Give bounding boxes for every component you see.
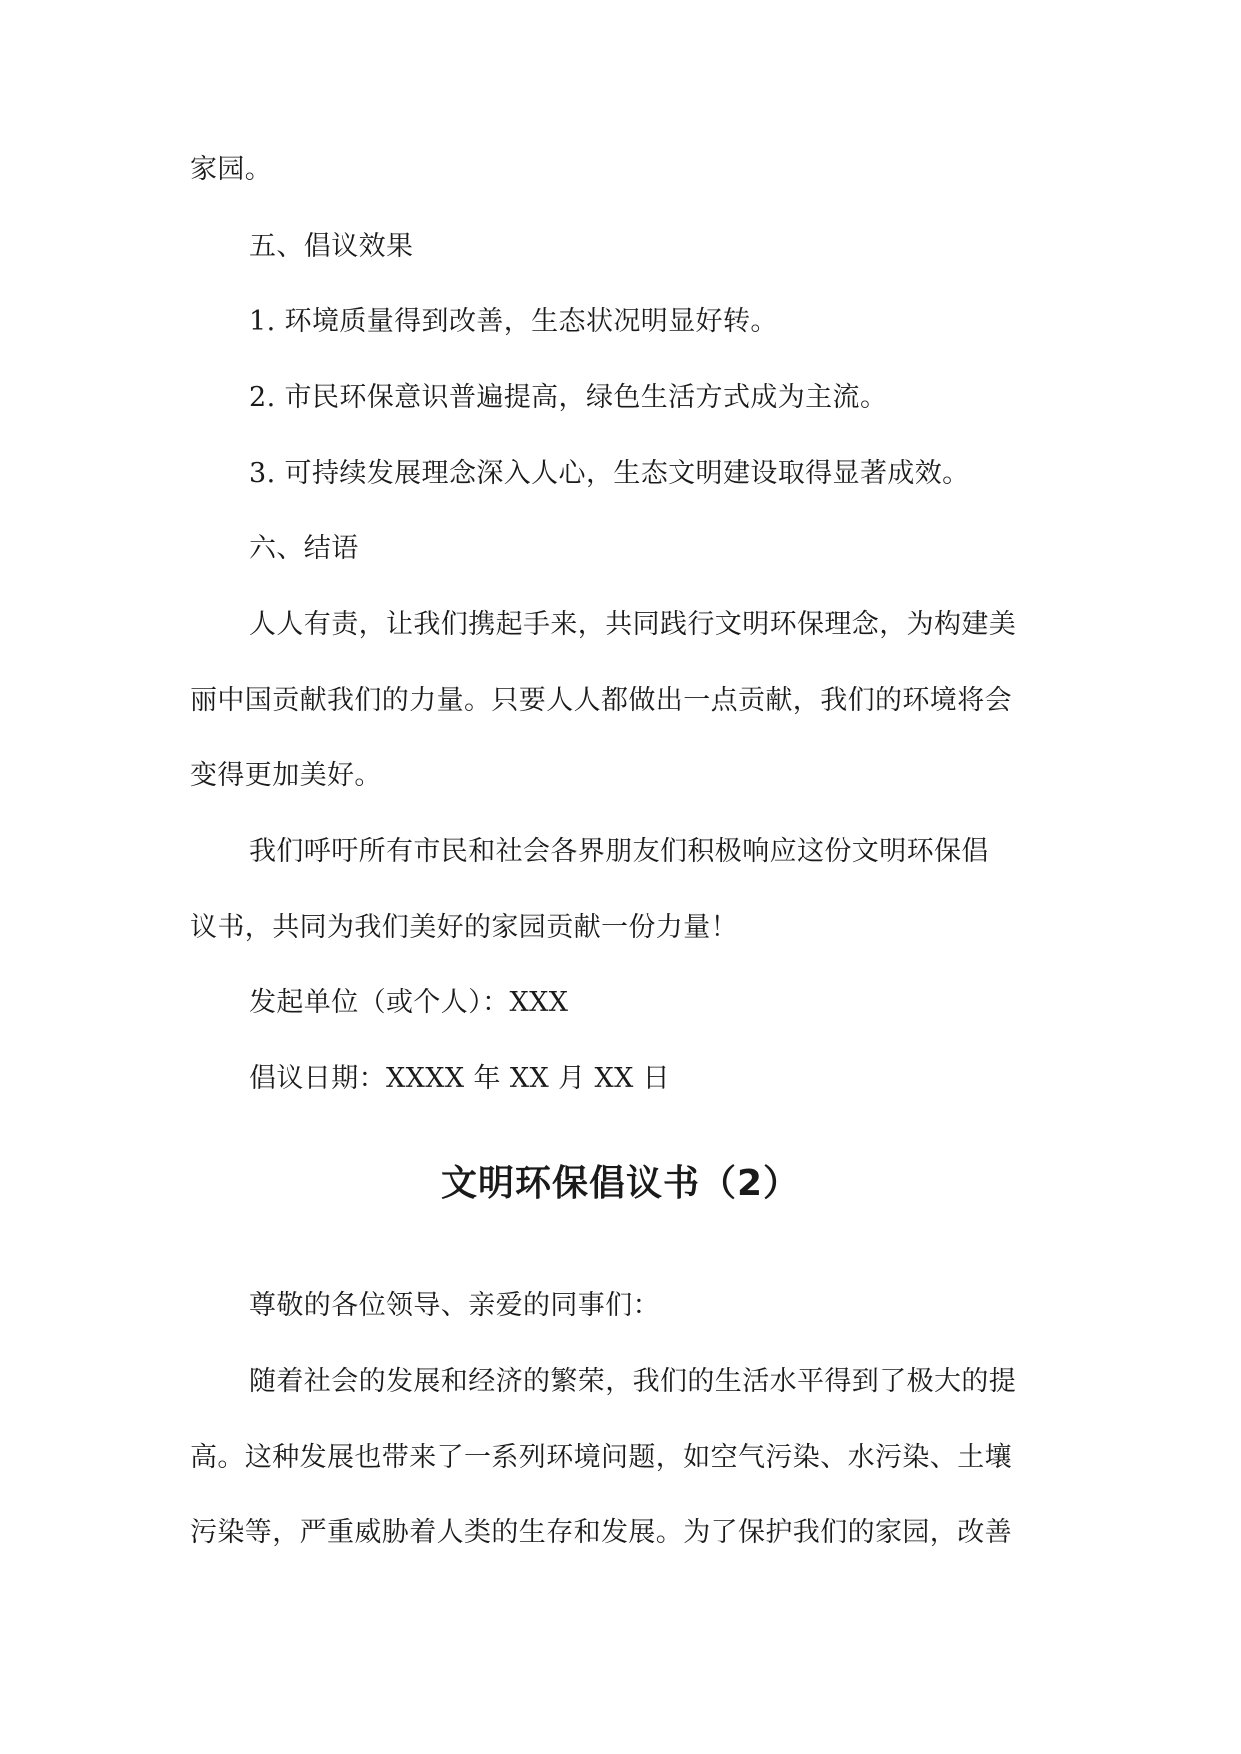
effect-item-2: 2. 市民环保意识普遍提高，绿色生活方式成为主流。 [249,382,888,413]
heading-effects: 五、倡议效果 [249,231,414,262]
salutation: 尊敬的各位领导、亲爱的同事们： [249,1290,660,1321]
appeal-line-1: 我们呼吁所有市民和社会各界朋友们积极响应这份文明环保倡 [249,836,989,867]
section-title: 文明环保倡议书（2） [440,1163,801,1204]
body-line-1: 随着社会的发展和经济的繁荣，我们的生活水平得到了极大的提 [249,1366,1017,1397]
effect-item-3: 3. 可持续发展理念深入人心，生态文明建设取得显著成效。 [249,458,970,489]
date-line: 倡议日期：XXXX 年 XX 月 XX 日 [249,1063,671,1094]
effect-item-1: 1. 环境质量得到改善，生态状况明显好转。 [249,306,778,337]
conclusion-line-3: 变得更加美好。 [190,760,382,791]
conclusion-line-2: 丽中国贡献我们的力量。只要人人都做出一点贡献，我们的环境将会 [190,685,1012,716]
body-line-3: 污染等，严重威胁着人类的生存和发展。为了保护我们的家园，改善 [190,1517,1012,1548]
appeal-line-2: 议书，共同为我们美好的家园贡献一份力量！ [190,912,738,943]
conclusion-line-1: 人人有责，让我们携起手来，共同践行文明环保理念，为构建美 [249,609,1017,640]
continuation-text: 家园。 [190,154,273,185]
body-line-2: 高。这种发展也带来了一系列环境问题，如空气污染、水污染、土壤 [190,1442,1012,1473]
initiator-line: 发起单位（或个人）：XXX [249,987,569,1018]
heading-conclusion: 六、结语 [249,533,359,564]
